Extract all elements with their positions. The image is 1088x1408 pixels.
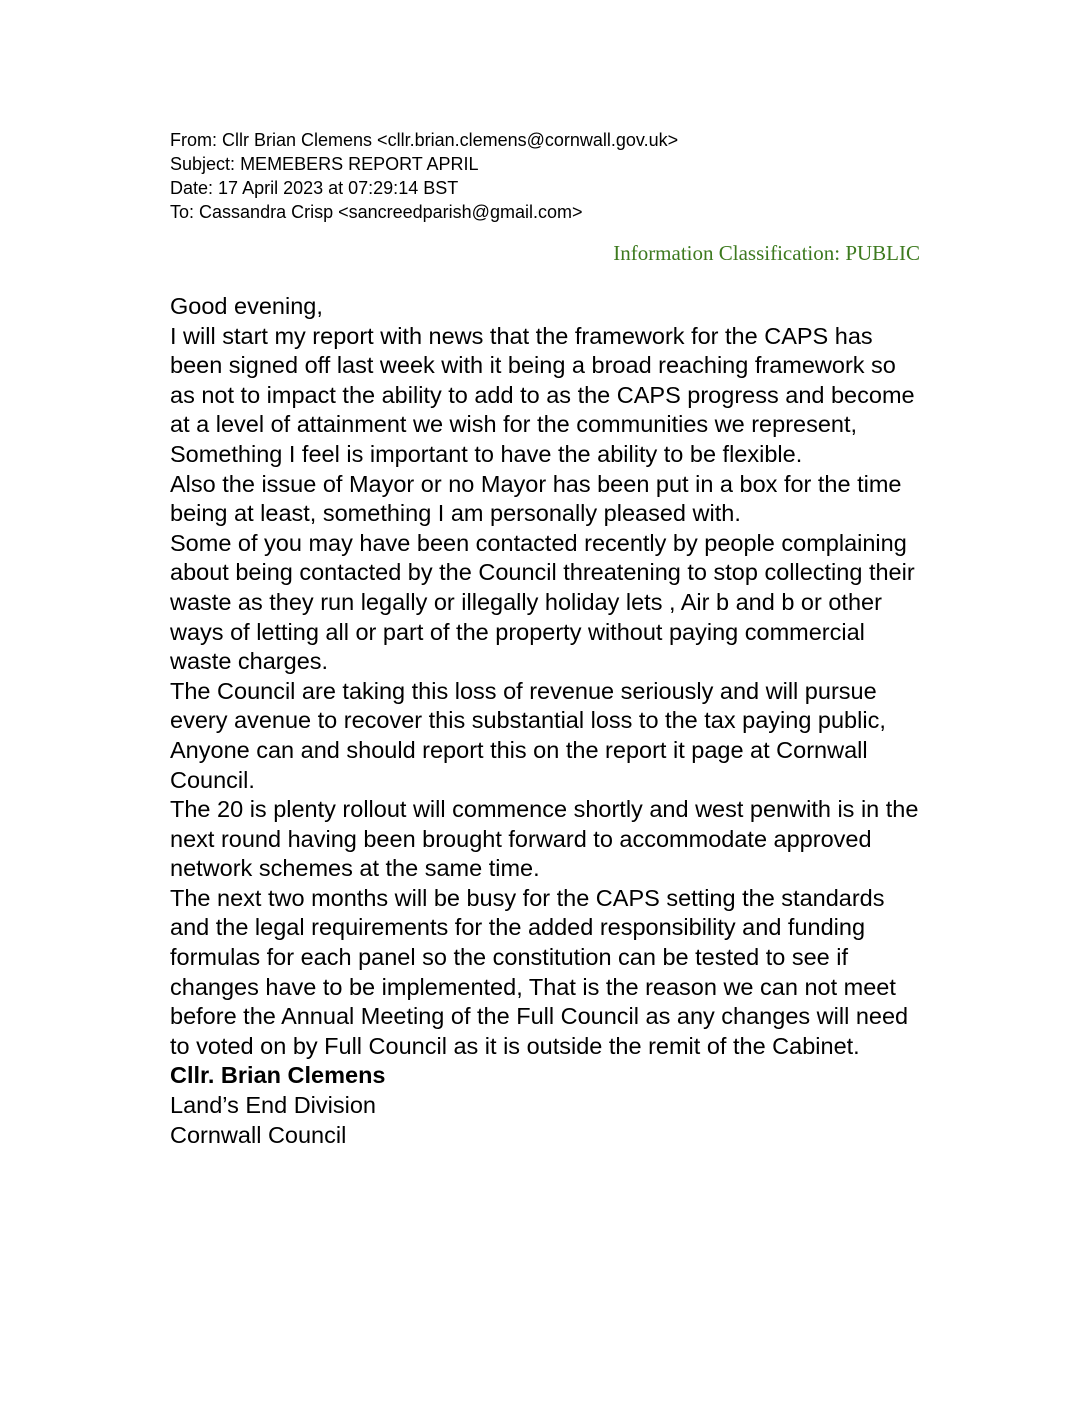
date-label: Date: (170, 178, 214, 198)
body-paragraph: The 20 is plenty rollout will commence shortly and west penwith is in the next round having been brought forward to accommodate approved network schemes at the same time. (170, 796, 919, 882)
body-paragraph: I will start my report with news that the framework for the CAPS has been signed off last week with it being a broad reaching framework so as not to impact the ability to add to as the CAPS progress and become at a level of attainment we wish for the communities we represent, Something I feel is important to have the ability to be flexible. (170, 322, 915, 467)
to-value: Cassandra Crisp <sancreedparish@gmail.com> (199, 202, 583, 222)
signature-name: Cllr. Brian Clemens (170, 1062, 386, 1089)
date-line (170, 176, 930, 200)
subject-value: MEMEBERS REPORT APRIL (240, 154, 479, 174)
from-value: Cllr Brian Clemens <cllr.brian.clemens@cornwall.gov.uk> (222, 130, 679, 150)
from-line (170, 128, 930, 152)
signature (170, 1061, 925, 1150)
to-line (170, 200, 930, 224)
to-label: To: (170, 202, 195, 222)
subject-label: Subject: (170, 154, 236, 174)
email-body (170, 292, 925, 1150)
email-document (170, 128, 930, 1150)
signature-organisation: Cornwall Council (170, 1121, 347, 1148)
classification-banner: Information Classification: PUBLIC (613, 241, 920, 265)
signature-division: Land’s End Division (170, 1092, 376, 1119)
body-paragraph: The Council are taking this loss of revenue seriously and will pursue every avenue to recover this substantial loss to the tax paying public, Anyone can and should report this on the report it page at Cornwall Council. (170, 677, 886, 793)
email-headers (170, 128, 930, 224)
from-label: From: (170, 130, 217, 150)
body-paragraph: The next two months will be busy for the CAPS setting the standards and the legal requirements for the added responsibility and funding formulas for each panel so the constitution can be tested to see if changes have to be implemented, That is the reason we can not meet before the Annual Meeting of the Full Council as any changes will need to voted on by Full Council as it is outside the remit of the Cabinet. (170, 884, 909, 1059)
body-paragraph: Also the issue of Mayor or no Mayor has been put in a box for the time being at least, something I am personally pleased with. (170, 470, 902, 527)
subject-line (170, 152, 930, 176)
body-paragraph: Some of you may have been contacted recently by people complaining about being contacted by the Council threatening to stop collecting their waste as they run legally or illegally holiday lets , Air b and b or other ways of letting all or part of the property without paying commercial waste charges. (170, 529, 915, 675)
date-value: 17 April 2023 at 07:29:14 BST (218, 178, 459, 198)
greeting: Good evening, (170, 293, 323, 319)
